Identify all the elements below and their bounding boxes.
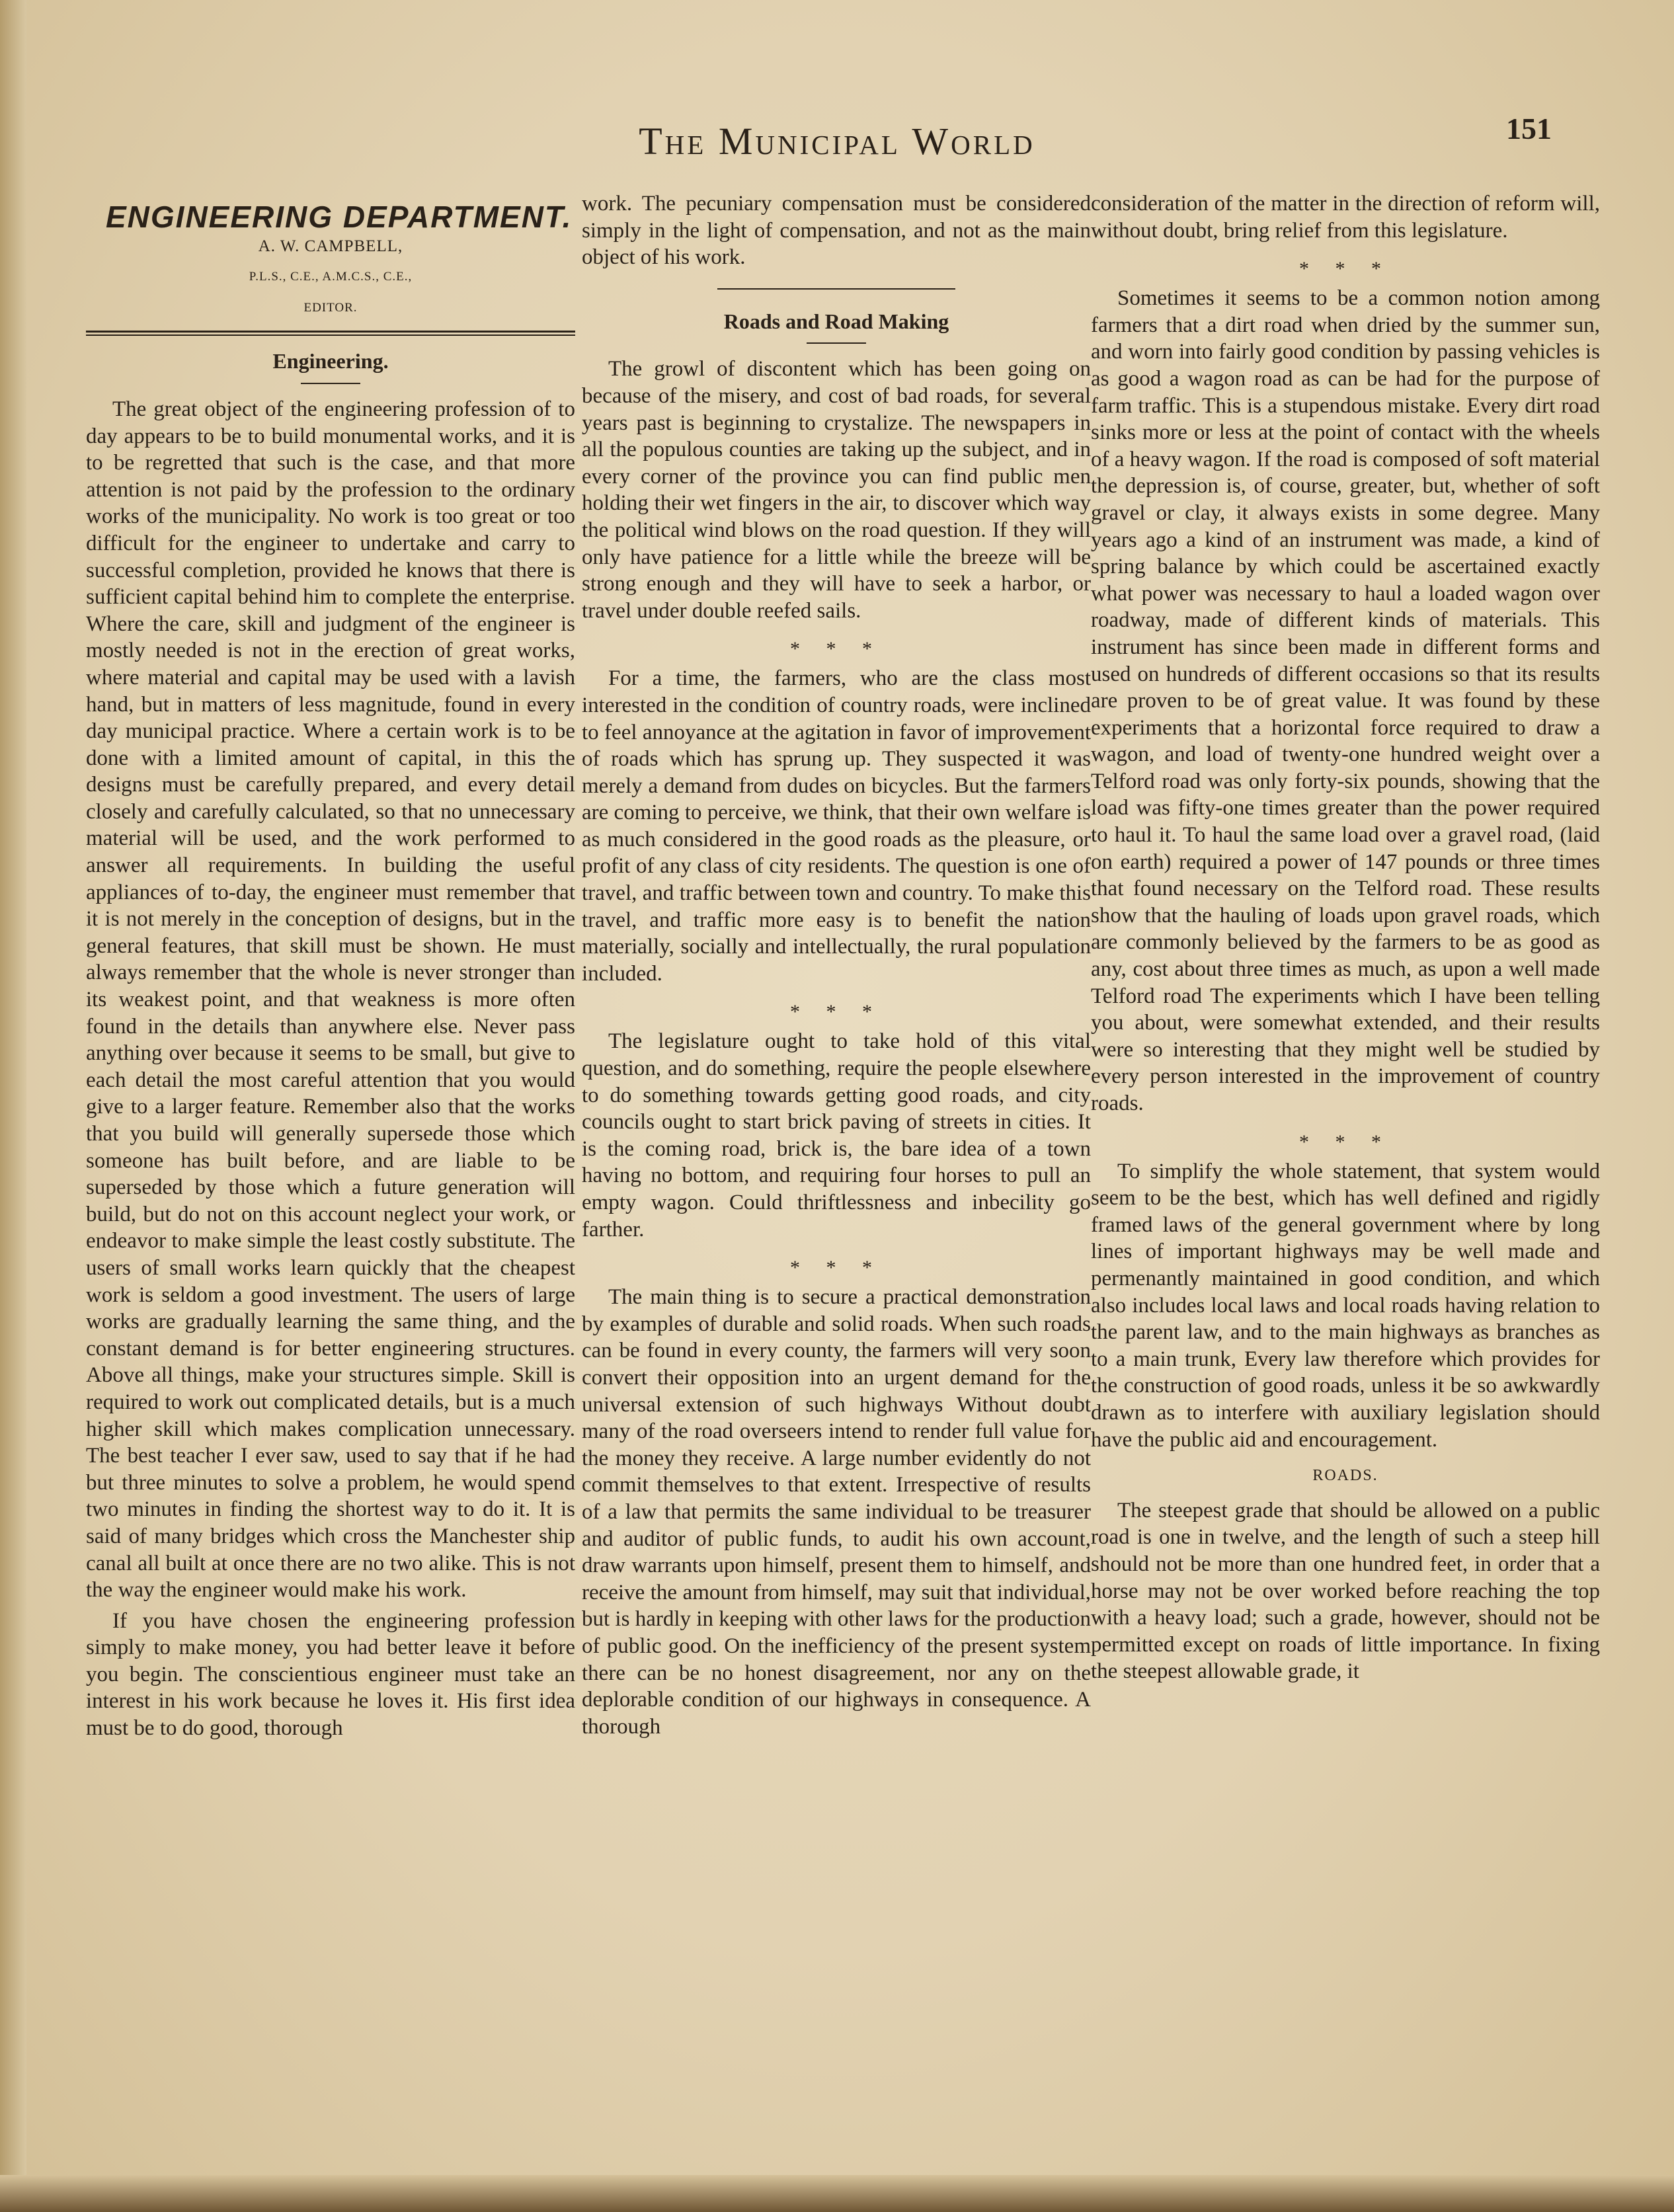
article-paragraph: The great object of the engineering profession of to day appears to be to build monumental works, and it is to be regretted that such is the case, and that more attention is not paid by the profession to the ordinary works of the municipality. No work is too great or too difficult for the engineer to undertake and carry to successful completion, provided he knows that there is sufficient capital behind him to complete the enterprise. Where the care, skill and judgment of the engineer is mostly needed is not in the erection of great works, where material and capital may be used with a lavish hand, but in matters of less magnitude, found in every day municipal practice. Where a certain work is to be done with a limited amount of capital, in this the designs must be carefully prepared, and every detail closely and carefully calculated, so that no unnecessary material will be used, and the work performed to answer all requirements. In building the useful appliances of to-day, the engineer must remember that it is not merely in the conception of designs, but in the general features, that skill must be shown. He must always remember that the whole is never stronger than its weakest point, and that weakness is more often found in the details than anywhere else. Never pass anything over because it seems to be small, but give to each detail the most careful attention that you would give to a larger feature. Remember also that the works that you build will generally supersede those which someone has built before, and are liable to be superseded by those which a future generation will build, but do not on this account neglect your work, or endeavor to make simple the least costly substitute. The users of small works learn quickly that the cheapest work is seldom a good investment. The users of large works are gradually learning the same thing, and the constant demand is for better engineering structures. Above all things, make your structures simple. Skill is required to work out complicated details, but is a much higher skill which makes complication unnecessary. The best teacher I ever saw, used to say that if he had but three minutes to solve a problem, he would spend two minutes in finding the shortest way to do it. It is said of many bridges which cross the Manchester ship canal all built at once there are no two alike. This is not the way the engineer would make his work. [86,397,575,1602]
department-title: ENGINEERING DEPARTMENT. [106,200,573,234]
heading-rule [301,383,360,384]
asterism-separator: * * * [790,638,883,660]
article-paragraph: consideration of the matter in the direction of reform will, without doubt, bring relief from this legislature. [1091,192,1600,243]
masthead-title: The Municipal World [639,120,1035,163]
asterism-separator: * * * [1299,258,1392,280]
asterism-separator: * * * [790,1001,883,1023]
article-paragraph: The steepest grade that should be allowed on a public road is one in twelve, and the length of such a steep hill should not be more than one hundred feet, in order that a horse may not be over worked before reaching the top with a heavy load; such a grade, however, should not be permitted except on roads of little importance. In fixing the steepest allowable grade, it [1091,1498,1600,1684]
subheading-roads: ROADS. [1312,1467,1378,1485]
section-rule [717,288,955,290]
article-paragraph: To simplify the whole statement, that system would seem to be the best, which has well defined and rigidly framed laws of the general government where by long lines of important highways may be well made and permenantly maintained in good condition, and which also includes local laws and local roads having relation to the parent law, and to the main highways as branches as to a main trunk, Every law therefore which provides for the construction of good roads, unless it be so awkwardly drawn as to interfere with auxiliary legislation should have the public aid and encouragement. [1091,1159,1600,1452]
page-bottom-shadow [0,2175,1674,2212]
section-heading-engineering: Engineering. [272,349,389,374]
column-3 [1091,190,1600,2170]
editor-credentials: P.L.S., C.E., A.M.C.S., C.E., [249,270,413,284]
column-2 [582,190,1091,2170]
article-paragraph: The growl of discontent which has been going on because of the misery, and cost of bad roads, for several years past is beginning to crystalize. The newspapers in all the populous counties are taking up the subject, and in every corner of the province you can find public men holding their wet fingers in the air, to discover which way the political wind blows on the road question. If they will only have patience for a little while the breeze will be strong enough and they will have to seek a harbor, or travel under double reefed sails. [582,357,1091,623]
article-paragraph: For a time, the farmers, who are the class most interested in the condition of country roads, were inclined to feel annoyance at the agitation in favor of improvement of roads which has sprung up. They suspected it was merely a demand from dudes on bicycles. But the farmers are coming to perceive, we think, that their own welfare is as much considered in the good roads as the pleasure, or profit of any class of city residents. The question is one of travel, and traffic between town and country. To make this travel, and traffic more easy is to benefit the nation materially, socially and intellectually, the rural population included. [582,666,1091,986]
heading-rule [807,342,866,344]
article-paragraph: The main thing is to secure a practical demonstration by examples of durable and solid roads. When such roads can be found in every county, the farmers will very soon convert their opposition into an urgent demand for the universal extension of such highways Without doubt many of the road overseers intend to render full value for the money they receive. A large number evidently do not commit themselves to that extent. Irrespective of results of a law that permits the same individual to be treasurer and auditor of public funds, to audit his own account, draw warrants upon himself, present them to himself, and receive the amount from himself, may suit that individual, but is hardly in keeping with other laws for the production of public good. On the inefficiency of the present system there can be no honest disagreement, nor any on the deplorable condition of our highways in consequence. A thorough [582,1285,1091,1739]
section-heading-roads: Roads and Road Making [723,309,949,333]
page-number: 151 [1506,112,1552,145]
double-rule [86,331,575,336]
article-paragraph: The legislature ought to take hold of this vital question, and do something, require the people elsewhere to do something towards getting good roads, and city councils ought to start brick paving of streets in cities. It is the coming road, brick is, the bare idea of a town having no bottom, and requiring four horses to pull an empty wagon. Could thriftlessness and inbecility go farther. [582,1029,1091,1242]
asterism-separator: * * * [790,1257,883,1279]
page-edge-shadow [0,0,26,2212]
editor-role: EDITOR. [303,300,358,315]
article-paragraph: work. The pecuniary compensation must be considered simply in the light of compensation, and not as the main object of his work. [582,192,1091,270]
asterism-separator: * * * [1299,1130,1392,1153]
article-paragraph: If you have chosen the engineering profession simply to make money, you had better leave it before you begin. The conscientious engineer must take an interest in his work because he loves it. His first idea must be to do good, thorough [86,1608,575,1741]
editor-name: A. W. CAMPBELL, [258,237,403,255]
column-1 [86,190,575,2170]
article-paragraph: Sometimes it seems to be a common notion among farmers that a dirt road when dried by the summer sun, and worn into fairly good condition by passing vehicles is as good a wagon road as can be had for the purpose of farm traffic. This is a stupendous mistake. Every dirt road sinks more or less at the point of contact with the wheels of a heavy wagon. If the road is composed of soft material the depression is, of course, greater, but, whether of soft gravel or clay, it always exists in some degree. Many years ago a kind of an instrument was made, a kind of spring balance by which could be ascertained exactly what power was necessary to haul a loaded wagon over roadway, made of different kinds of materials. This instrument has since been made in different forms and used on hundreds of different occasions so that its results are proven to be of great value. It was found by these experiments that a horizontal force required to draw a wagon, and load of twenty-one hundred weight over a Telford road was only forty-six pounds, showing that the load was fifty-one times greater than the power required to haul it. To haul the same load over a gravel road, (laid on earth) required a power of 147 pounds or three times that found necessary on the Telford road. These results show that the hauling of loads upon gravel roads, which are commonly believed by the farmers to be as good as any, cost about three times as much, as upon a well made Telford road The experiments which I have been telling you about, were somewhat extended, and their results were so interesting that they might well be studied by every person interested in the improvement of country roads. [1091,286,1600,1115]
